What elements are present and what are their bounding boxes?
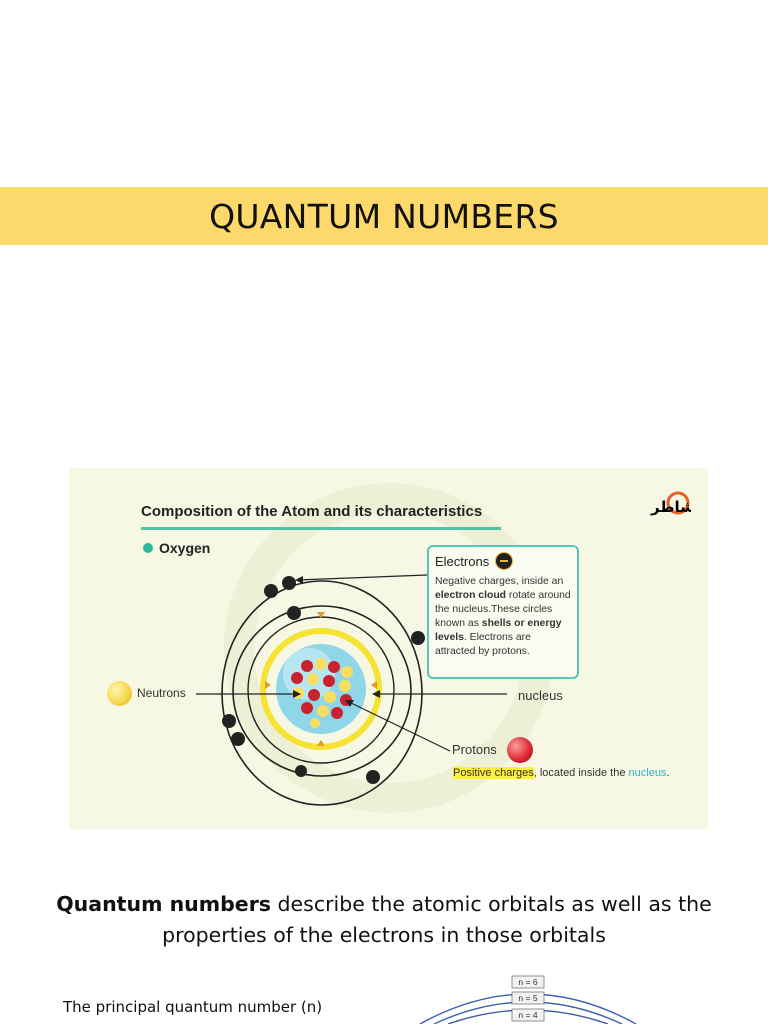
- electron: [287, 606, 301, 620]
- neutron: [307, 673, 319, 685]
- electron: [264, 584, 278, 598]
- legend-dot-icon: [143, 543, 153, 553]
- proton: [328, 661, 340, 673]
- proton: [301, 702, 313, 714]
- slide-title: QUANTUM NUMBERS: [209, 196, 559, 236]
- electron: [282, 576, 296, 590]
- marker-bottom: [317, 740, 325, 746]
- figure-title-underline: [141, 527, 501, 530]
- level-label: n = 5: [518, 993, 538, 1003]
- neutron: [310, 718, 320, 728]
- proton: [301, 660, 313, 672]
- shells-term: shells or energy levels: [435, 618, 562, 643]
- principal-quantum-number-label: The principal quantum number (n): [63, 998, 323, 1016]
- title-band: [0, 187, 768, 245]
- electron: [366, 770, 380, 784]
- logo-icon: [647, 490, 691, 520]
- proton: [291, 672, 303, 684]
- level-box: [512, 1009, 544, 1021]
- marker-left: [265, 681, 271, 689]
- proton: [331, 707, 343, 719]
- positive-charges-highlight: Positive charges: [453, 767, 534, 779]
- protons-description: Positive charges, located inside the nucleus.: [453, 767, 670, 779]
- neutron: [324, 691, 336, 703]
- quantum-numbers-description: Quantum numbers describe the atomic orbitals as well as the properties of the electrons in those orbitals: [56, 892, 712, 947]
- proton-icon: [507, 737, 533, 763]
- proton: [308, 689, 320, 701]
- figure-title: Composition of the Atom and its characteristics: [141, 503, 483, 520]
- level-label: n = 4: [518, 1010, 538, 1020]
- energy-levels-diagram: [400, 972, 660, 1024]
- atom-figure: [69, 468, 708, 829]
- element-legend: [143, 540, 210, 556]
- neutron: [317, 705, 329, 717]
- pointer-electrons: [297, 575, 427, 580]
- description-bold-term: Quantum numbers: [56, 892, 272, 916]
- electron-icon: [495, 552, 513, 570]
- neutrons-label: Neutrons: [137, 686, 186, 700]
- level-box: [512, 992, 544, 1004]
- pointer-electrons-head: [295, 576, 303, 584]
- protons-heading: Protons: [452, 742, 497, 757]
- electron-cloud-term: electron cloud: [435, 590, 507, 601]
- neutron-icon: [107, 681, 132, 706]
- proton: [323, 675, 335, 687]
- level-box: [512, 976, 544, 988]
- electron: [295, 765, 307, 777]
- electrons-heading: Electrons: [435, 553, 490, 569]
- nucleus-term: nucleus: [628, 767, 667, 779]
- element-label: Oxygen: [159, 540, 211, 556]
- electrons-description: Negative charges, inside an electron cloud rotate around the nucleus.These circles known as shells or energy levels. Electrons are attracted by protons.: [435, 576, 571, 657]
- electron: [222, 714, 236, 728]
- electron: [231, 732, 245, 746]
- electrons-callout: [427, 545, 579, 679]
- brand-logo: [647, 490, 691, 520]
- marker-right: [371, 681, 377, 689]
- electron: [411, 631, 425, 645]
- neutron: [339, 680, 351, 692]
- level-label: n = 6: [518, 977, 538, 987]
- logo-wordmark: شاطر: [651, 498, 691, 516]
- neutron: [341, 666, 353, 678]
- nucleus-label: nucleus: [518, 688, 563, 703]
- neutron: [315, 658, 327, 670]
